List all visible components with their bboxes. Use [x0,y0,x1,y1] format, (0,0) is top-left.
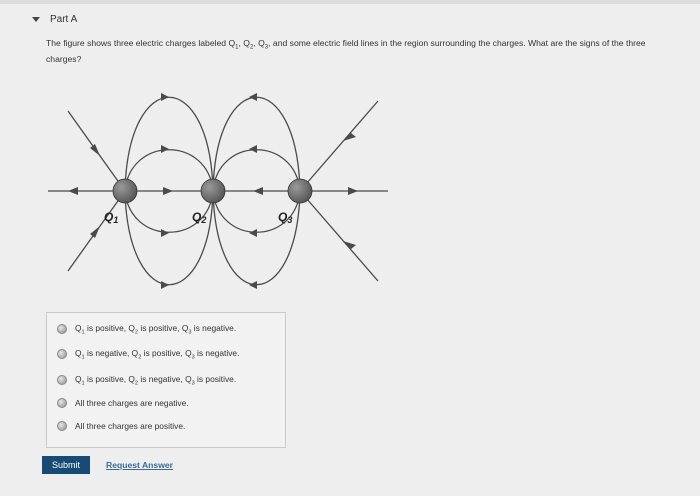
charge-q3 [288,179,312,203]
charge-label-q1: Q1 [104,210,119,225]
choice-3[interactable] [57,374,236,387]
question-pre: The figure shows three electric charges labeled [46,38,227,48]
field-line-q3-diag-upper [300,101,378,191]
answer-choices [46,312,286,448]
field-loop-q2-q3-outer-upper [213,97,300,191]
electric-field-figure [38,66,408,306]
choice-label: All three charges are positive. [75,421,186,431]
arrow-icon [90,226,100,238]
q2-ref: $Q_2$ [243,38,254,51]
submit-button[interactable]: Submit [42,456,90,474]
part-title: Part A [50,14,78,25]
arrow-icon [68,187,78,195]
q1-ref: $Q_1$ [228,38,239,51]
part-a-header[interactable] [32,14,77,25]
choice-5[interactable] [57,421,185,431]
radio-button[interactable] [57,398,67,408]
charge-q1 [113,179,137,203]
arrow-icon [90,144,100,156]
charge-label-q2: Q2 [192,210,207,225]
field-loop-q1-q2-outer-lower [125,191,213,285]
arrow-icon [249,145,257,153]
arrow-icon [249,229,257,237]
arrow-icon [161,93,169,101]
field-loop-q2-q3-outer-lower [213,191,300,285]
field-loop-q2-q3-upper [213,150,300,191]
arrow-icon [163,187,173,195]
radio-button[interactable] [57,324,67,334]
choice-label: $Q_1$ is positive, $Q_2$ is positive, $Q_3$ is negative. [75,323,237,336]
arrow-icon [249,93,257,101]
radio-button[interactable] [57,421,67,431]
choice-label: $Q_1$ is negative, $Q_2$ is positive, $Q_3$ is negative. [75,348,240,361]
arrow-icon [161,145,169,153]
arrow-icon [161,229,169,237]
field-line-q3-diag-lower [300,191,378,281]
choice-2[interactable] [57,348,239,361]
field-lines-diagram [38,66,408,306]
choice-4[interactable] [57,398,189,408]
choice-1[interactable] [57,323,236,336]
question-post: and some electric field lines in the region surrounding the charges. What are the signs of the three charges? [46,38,646,65]
arrow-icon [253,187,263,195]
top-edge [0,0,700,4]
q3-ref: $Q_3$ [258,38,269,51]
charge-label-q3: Q3 [278,210,293,225]
caret-down-icon[interactable] [32,17,40,22]
arrow-icon [161,281,169,289]
field-loop-q1-q2-outer-upper [125,97,213,191]
radio-button[interactable] [57,375,67,385]
choice-label: All three charges are negative. [75,398,189,408]
arrow-icon [249,281,257,289]
question-text: The figure shows three electric charges labeled $Q_1$, $Q_2$, $Q_3$, and some electric field lines in the region surrounding the charges. What are the signs of the three charges? [46,38,646,65]
choice-label: $Q_1$ is positive, $Q_2$ is negative, $Q_3$ is positive. [75,374,237,387]
radio-button[interactable] [57,349,67,359]
arrow-icon [348,187,358,195]
request-answer-link[interactable]: Request Answer [106,460,174,470]
field-loop-q1-q2-upper [125,150,213,191]
charge-q2 [201,179,225,203]
